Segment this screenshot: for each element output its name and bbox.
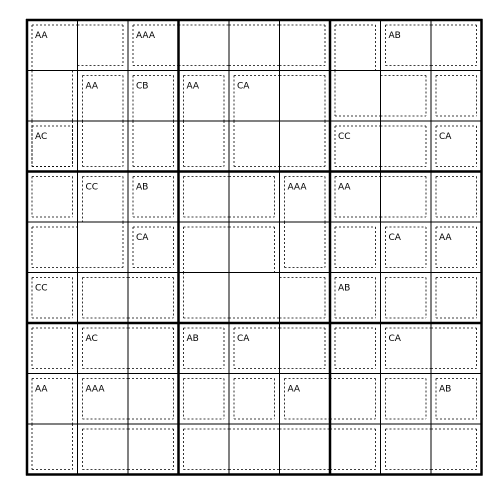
cell-r3c7[interactable] bbox=[330, 121, 381, 172]
cell-r7c2[interactable] bbox=[78, 323, 129, 374]
cell-r1c8[interactable] bbox=[381, 20, 432, 71]
cage-label: AB bbox=[136, 182, 149, 193]
cell-r1c5[interactable] bbox=[229, 20, 280, 71]
cage-label: AA bbox=[35, 384, 48, 395]
cell-r8c2[interactable] bbox=[78, 374, 129, 425]
cell-r9c3[interactable] bbox=[128, 424, 179, 475]
cell-r3c2[interactable] bbox=[78, 121, 129, 172]
cell-r4c3[interactable] bbox=[128, 172, 179, 223]
cell-r7c8[interactable] bbox=[381, 323, 432, 374]
cell-r7c3[interactable] bbox=[128, 323, 179, 374]
cage-label: CC bbox=[85, 182, 99, 193]
cell-r3c5[interactable] bbox=[229, 121, 280, 172]
cell-r2c1[interactable] bbox=[27, 71, 78, 122]
cell-r2c7[interactable] bbox=[330, 71, 381, 122]
cell-r4c8[interactable] bbox=[381, 172, 432, 223]
cell-r1c2[interactable] bbox=[78, 20, 129, 71]
cell-r7c9[interactable] bbox=[431, 323, 482, 374]
cell-r6c8[interactable] bbox=[381, 273, 432, 324]
cell-r7c4[interactable] bbox=[179, 323, 230, 374]
cell-r5c1[interactable] bbox=[27, 222, 78, 273]
cell-r2c6[interactable] bbox=[280, 71, 331, 122]
cage-label: AA bbox=[85, 81, 99, 92]
cell-r1c7[interactable] bbox=[330, 20, 381, 71]
cage-label: AB bbox=[338, 283, 351, 294]
cell-r1c9[interactable] bbox=[431, 20, 482, 71]
cell-r1c4[interactable] bbox=[179, 20, 230, 71]
cell-r9c1[interactable] bbox=[27, 424, 78, 475]
cell-r9c2[interactable] bbox=[78, 424, 129, 475]
cell-r3c6[interactable] bbox=[280, 121, 331, 172]
cage-label: AB bbox=[439, 384, 452, 395]
cell-r9c6[interactable] bbox=[280, 424, 331, 475]
cage-label: AAA bbox=[85, 384, 105, 395]
cell-r4c7[interactable] bbox=[330, 172, 381, 223]
cell-r9c7[interactable] bbox=[330, 424, 381, 475]
cell-r1c1[interactable] bbox=[27, 20, 78, 71]
cell-r2c3[interactable] bbox=[128, 71, 179, 122]
cell-r6c3[interactable] bbox=[128, 273, 179, 324]
cage-label: AB bbox=[388, 31, 401, 41]
cell-r5c9[interactable] bbox=[431, 222, 482, 273]
cell-r5c7[interactable] bbox=[330, 222, 381, 273]
cell-r3c4[interactable] bbox=[179, 121, 230, 172]
cell-r9c4[interactable] bbox=[179, 424, 230, 475]
cage-label: AB bbox=[186, 334, 199, 344]
cell-r5c6[interactable] bbox=[280, 222, 331, 273]
cell-r1c6[interactable] bbox=[280, 20, 331, 71]
cell-r7c7[interactable] bbox=[330, 323, 381, 374]
cage-label: CB bbox=[136, 81, 149, 92]
cell-r8c3[interactable] bbox=[128, 374, 179, 425]
cell-r4c2[interactable] bbox=[78, 172, 129, 223]
cell-r3c1[interactable] bbox=[27, 121, 78, 172]
cell-r8c9[interactable] bbox=[431, 374, 482, 425]
cell-r6c9[interactable] bbox=[431, 273, 482, 324]
cell-r8c5[interactable] bbox=[229, 374, 280, 425]
cage-label: CA bbox=[237, 334, 250, 344]
cage-label: CA bbox=[136, 233, 149, 243]
cell-r4c6[interactable] bbox=[280, 172, 331, 223]
cell-r8c1[interactable] bbox=[27, 374, 78, 425]
cell-r8c7[interactable] bbox=[330, 374, 381, 425]
cage-label: CA bbox=[388, 233, 401, 243]
cell-r2c9[interactable] bbox=[431, 71, 482, 122]
cage-label: AA bbox=[338, 182, 351, 193]
cell-r8c4[interactable] bbox=[179, 374, 230, 425]
cell-r4c1[interactable] bbox=[27, 172, 78, 223]
cell-r3c8[interactable] bbox=[381, 121, 432, 172]
cage-label: CA bbox=[237, 81, 250, 92]
cell-r7c5[interactable] bbox=[229, 323, 280, 374]
cell-r3c9[interactable] bbox=[431, 121, 482, 172]
cell-r2c2[interactable] bbox=[78, 71, 129, 122]
cage-label: CA bbox=[439, 132, 452, 142]
cell-r2c8[interactable] bbox=[381, 71, 432, 122]
cage-label: AAA bbox=[136, 31, 155, 41]
cell-r5c5[interactable] bbox=[229, 222, 280, 273]
cell-r6c2[interactable] bbox=[78, 273, 129, 324]
cell-r5c8[interactable] bbox=[381, 222, 432, 273]
cage-label: AA bbox=[186, 81, 200, 92]
cell-r5c4[interactable] bbox=[179, 222, 230, 273]
cell-r2c5[interactable] bbox=[229, 71, 280, 122]
cell-r9c8[interactable] bbox=[381, 424, 432, 475]
cell-r8c8[interactable] bbox=[381, 374, 432, 425]
cell-r5c3[interactable] bbox=[128, 222, 179, 273]
cell-r3c3[interactable] bbox=[128, 121, 179, 172]
cage-label: AC bbox=[85, 334, 98, 344]
cell-r9c5[interactable] bbox=[229, 424, 280, 475]
cage-label: AA bbox=[35, 31, 48, 41]
cell-r6c6[interactable] bbox=[280, 273, 331, 324]
cell-r1c3[interactable] bbox=[128, 20, 179, 71]
cell-r4c9[interactable] bbox=[431, 172, 482, 223]
cell-r5c2[interactable] bbox=[78, 222, 129, 273]
cell-r6c5[interactable] bbox=[229, 273, 280, 324]
cage-label: CC bbox=[338, 132, 351, 142]
cell-r4c5[interactable] bbox=[229, 172, 280, 223]
cage-label: AA bbox=[439, 233, 452, 243]
cage-label: AA bbox=[287, 384, 301, 395]
cell-r6c7[interactable] bbox=[330, 273, 381, 324]
cell-r6c4[interactable] bbox=[179, 273, 230, 324]
cell-r4c4[interactable] bbox=[179, 172, 230, 223]
cell-r8c6[interactable] bbox=[280, 374, 331, 425]
cell-r7c6[interactable] bbox=[280, 323, 331, 374]
cell-r7c1[interactable] bbox=[27, 323, 78, 374]
cage-label: AAA bbox=[287, 182, 307, 193]
cage-label: AC bbox=[35, 132, 48, 142]
cell-r6c1[interactable] bbox=[27, 273, 78, 324]
cell-r2c4[interactable] bbox=[179, 71, 230, 122]
cage-label: CA bbox=[388, 334, 401, 344]
cage-label: CC bbox=[35, 283, 48, 294]
cell-r9c9[interactable] bbox=[431, 424, 482, 475]
